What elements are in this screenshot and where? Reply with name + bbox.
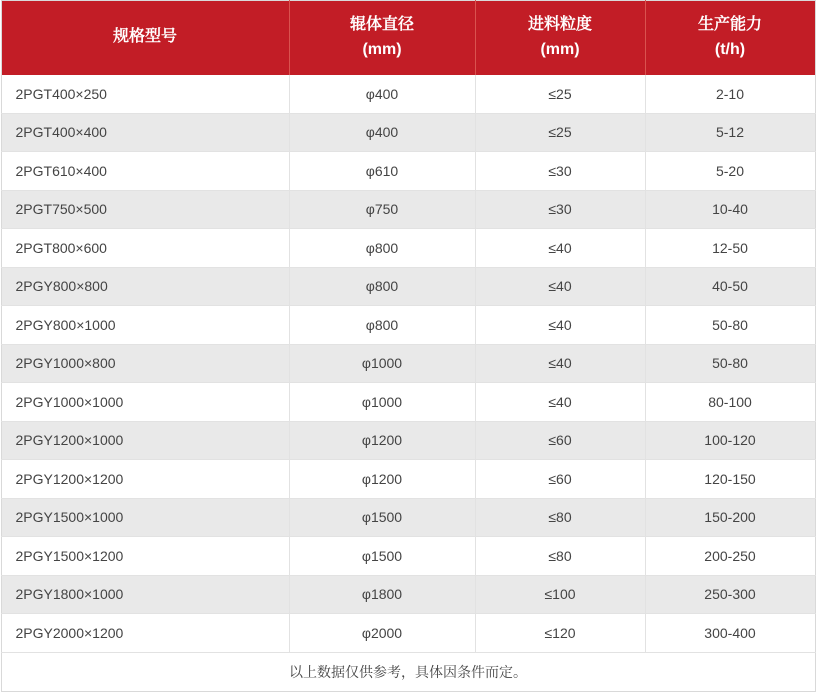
cell-feed-size: ≤120 xyxy=(475,614,645,653)
cell-model: 2PGY1500×1000 xyxy=(1,498,289,537)
cell-capacity: 250-300 xyxy=(645,575,815,614)
cell-roller-diameter: φ800 xyxy=(289,267,475,306)
column-header-feed-size-line1: 进料粒度 xyxy=(527,16,592,33)
cell-roller-diameter: φ1200 xyxy=(289,460,475,499)
table-row xyxy=(1,75,815,114)
cell-feed-size: ≤25 xyxy=(475,113,645,152)
cell-feed-size: ≤80 xyxy=(475,537,645,576)
table-row xyxy=(1,614,815,653)
cell-model: 2PGT750×500 xyxy=(1,190,289,229)
table-row xyxy=(1,267,815,306)
cell-roller-diameter: φ750 xyxy=(289,190,475,229)
cell-feed-size: ≤60 xyxy=(475,421,645,460)
cell-feed-size: ≤40 xyxy=(475,383,645,422)
cell-model: 2PGY800×1000 xyxy=(1,306,289,345)
cell-capacity: 300-400 xyxy=(645,614,815,653)
table-row xyxy=(1,344,815,383)
cell-model: 2PGY800×800 xyxy=(1,267,289,306)
column-header-capacity-line1: 生产能力 xyxy=(697,16,762,33)
cell-model: 2PGT400×250 xyxy=(1,75,289,114)
cell-roller-diameter: φ1800 xyxy=(289,575,475,614)
cell-model: 2PGY1800×1000 xyxy=(1,575,289,614)
table-header xyxy=(1,1,815,75)
table-row xyxy=(1,152,815,191)
cell-feed-size: ≤40 xyxy=(475,229,645,268)
cell-feed-size: ≤30 xyxy=(475,152,645,191)
specifications-table xyxy=(1,0,816,692)
table-footer xyxy=(1,652,815,691)
cell-model: 2PGY1200×1200 xyxy=(1,460,289,499)
column-header-model xyxy=(1,1,289,75)
cell-capacity: 5-12 xyxy=(645,113,815,152)
column-header-feed-size-unit: (mm) xyxy=(540,40,580,58)
cell-feed-size: ≤60 xyxy=(475,460,645,499)
cell-roller-diameter: φ400 xyxy=(289,75,475,114)
cell-feed-size: ≤40 xyxy=(475,267,645,306)
cell-roller-diameter: φ800 xyxy=(289,229,475,268)
cell-capacity: 50-80 xyxy=(645,306,815,345)
cell-capacity: 40-50 xyxy=(645,267,815,306)
footnote: 以上数据仅供参考，具体因条件而定。 xyxy=(1,652,815,691)
table-row xyxy=(1,383,815,422)
table-row xyxy=(1,421,815,460)
column-header-capacity xyxy=(645,1,815,75)
cell-capacity: 150-200 xyxy=(645,498,815,537)
cell-roller-diameter: φ800 xyxy=(289,306,475,345)
table-row xyxy=(1,575,815,614)
cell-capacity: 12-50 xyxy=(645,229,815,268)
cell-model: 2PGT400×400 xyxy=(1,113,289,152)
table-header-row xyxy=(1,1,815,75)
cell-capacity: 50-80 xyxy=(645,344,815,383)
column-header-roller-diameter-unit: (mm) xyxy=(362,40,402,58)
column-header-roller-diameter-line1: 辊体直径 xyxy=(349,16,414,33)
cell-roller-diameter: φ2000 xyxy=(289,614,475,653)
cell-roller-diameter: φ610 xyxy=(289,152,475,191)
table-body xyxy=(1,75,815,653)
column-header-feed-size xyxy=(475,1,645,75)
table-row xyxy=(1,113,815,152)
table-row xyxy=(1,460,815,499)
cell-roller-diameter: φ1500 xyxy=(289,498,475,537)
cell-model: 2PGY1000×1000 xyxy=(1,383,289,422)
cell-capacity: 100-120 xyxy=(645,421,815,460)
cell-model: 2PGT800×600 xyxy=(1,229,289,268)
cell-model: 2PGT610×400 xyxy=(1,152,289,191)
table-row xyxy=(1,229,815,268)
table-row xyxy=(1,537,815,576)
cell-feed-size: ≤80 xyxy=(475,498,645,537)
cell-feed-size: ≤40 xyxy=(475,306,645,345)
column-header-roller-diameter xyxy=(289,1,475,75)
table-row xyxy=(1,498,815,537)
column-header-model-line1: 规格型号 xyxy=(112,28,177,46)
cell-roller-diameter: φ1500 xyxy=(289,537,475,576)
cell-capacity: 5-20 xyxy=(645,152,815,191)
table-row xyxy=(1,306,815,345)
cell-feed-size: ≤100 xyxy=(475,575,645,614)
cell-roller-diameter: φ1000 xyxy=(289,344,475,383)
column-header-capacity-unit: (t/h) xyxy=(714,40,746,58)
table-row xyxy=(1,190,815,229)
cell-model: 2PGY1000×800 xyxy=(1,344,289,383)
cell-capacity: 10-40 xyxy=(645,190,815,229)
cell-feed-size: ≤30 xyxy=(475,190,645,229)
cell-capacity: 120-150 xyxy=(645,460,815,499)
cell-roller-diameter: φ400 xyxy=(289,113,475,152)
cell-capacity: 80-100 xyxy=(645,383,815,422)
cell-feed-size: ≤25 xyxy=(475,75,645,114)
cell-model: 2PGY1500×1200 xyxy=(1,537,289,576)
cell-model: 2PGY2000×1200 xyxy=(1,614,289,653)
cell-model: 2PGY1200×1000 xyxy=(1,421,289,460)
table-footer-row xyxy=(1,652,815,691)
cell-capacity: 2-10 xyxy=(645,75,815,114)
cell-feed-size: ≤40 xyxy=(475,344,645,383)
cell-roller-diameter: φ1000 xyxy=(289,383,475,422)
cell-capacity: 200-250 xyxy=(645,537,815,576)
cell-roller-diameter: φ1200 xyxy=(289,421,475,460)
